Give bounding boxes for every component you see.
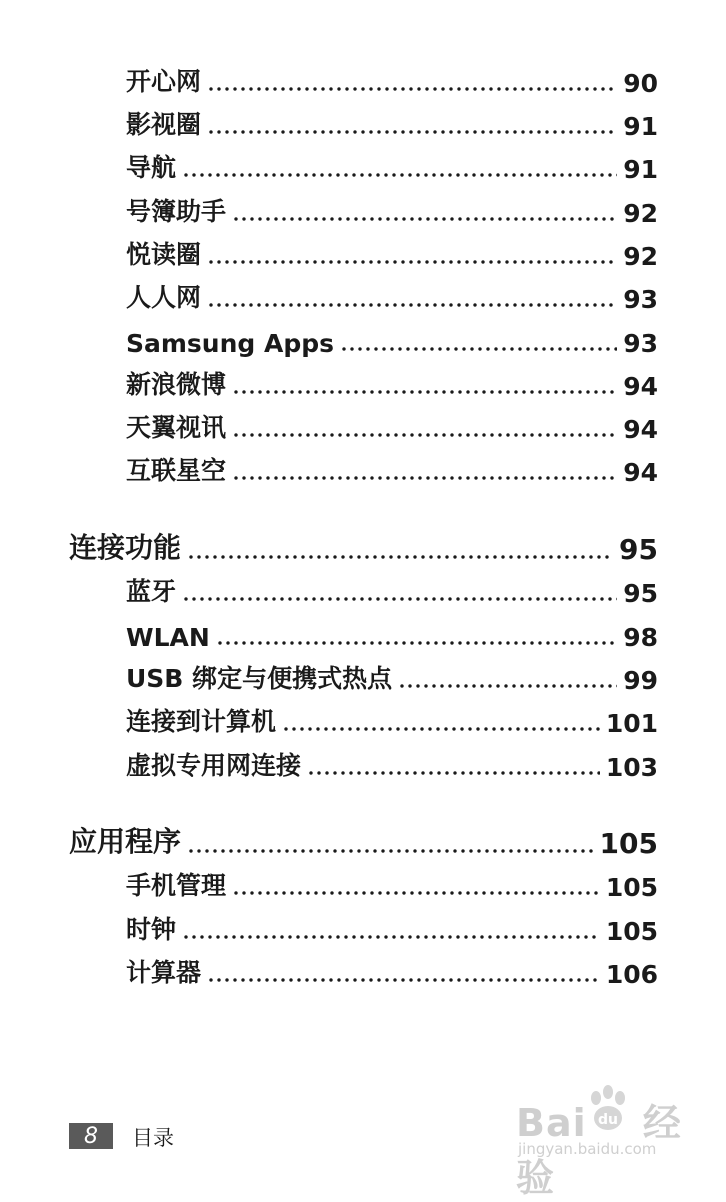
toc-entry[interactable]: [126, 64, 658, 98]
watermark-logo-text: Bai 经验: [516, 1101, 682, 1200]
dot-leader: [182, 597, 617, 601]
toc-entry-page: 93: [623, 329, 658, 358]
toc-entry-title: 号簿助手: [126, 197, 227, 226]
footer-label: 目录: [132, 1126, 174, 1150]
toc-entry[interactable]: [126, 410, 658, 444]
dot-leader: [282, 727, 600, 731]
toc-section-heading[interactable]: [69, 820, 658, 860]
dot-leader: [232, 433, 617, 437]
toc-section-title: 应用程序: [69, 825, 182, 858]
toc-entry[interactable]: [126, 574, 658, 608]
toc-entry-page: 92: [623, 242, 658, 271]
paw-icon: [586, 1084, 632, 1136]
toc-entry-title: 影视圈: [126, 110, 202, 139]
toc-entry-page: 94: [623, 458, 658, 487]
toc-entry-page: 92: [623, 199, 658, 228]
toc-entry-page: 99: [623, 666, 658, 695]
dot-leader: [307, 771, 600, 775]
toc-entry-title: 人人网: [126, 283, 202, 312]
toc-entry[interactable]: [126, 237, 658, 271]
toc-entry[interactable]: [126, 324, 658, 358]
toc-entry[interactable]: [126, 955, 658, 989]
toc-entry-title: 虚拟专用网连接: [126, 751, 302, 780]
toc-entry-page: 94: [623, 372, 658, 401]
toc-entry-page: 94: [623, 415, 658, 444]
dot-leader: [207, 303, 617, 307]
toc-entry-title: 天翼视讯: [126, 413, 227, 442]
toc-entry-page: 105: [605, 873, 658, 902]
dot-leader: [232, 891, 600, 895]
dot-leader: [207, 260, 617, 264]
toc-entry[interactable]: [126, 367, 658, 401]
baidu-watermark: [516, 1084, 706, 1200]
toc-entry-title: 新浪微博: [126, 370, 227, 399]
dot-leader: [398, 684, 617, 688]
toc-section-title: 连接功能: [69, 531, 182, 564]
toc-entry-title: 开心网: [126, 67, 202, 96]
toc-entry-title: USB 绑定与便携式热点: [126, 664, 393, 693]
toc-entry[interactable]: [126, 912, 658, 946]
toc-entry-page: 103: [605, 753, 658, 782]
toc-entry-title: 导航: [126, 153, 177, 182]
toc-entry-title: 蓝牙: [126, 577, 177, 606]
toc-entry[interactable]: [126, 107, 658, 141]
toc-entry[interactable]: [126, 748, 658, 782]
toc-entry-title: 互联星空: [126, 456, 227, 485]
toc-section-page: 105: [599, 827, 658, 860]
dot-leader: [182, 173, 617, 177]
dot-leader: [182, 935, 600, 939]
toc-entry-page: 91: [623, 155, 658, 184]
dot-leader: [216, 641, 617, 645]
dot-leader: [187, 555, 613, 559]
toc-section-heading[interactable]: [69, 526, 658, 566]
dot-leader: [232, 476, 617, 480]
toc-entry-page: 93: [623, 285, 658, 314]
toc-section-page: 95: [619, 533, 658, 566]
dot-leader: [207, 87, 617, 91]
toc-entry-page: 90: [623, 69, 658, 98]
toc-entry[interactable]: [126, 661, 658, 695]
dot-leader: [187, 849, 594, 853]
toc-entry-title: 时钟: [126, 915, 177, 944]
watermark-url: jingyan.baidu.com: [518, 1140, 657, 1158]
toc-entry-page: 101: [605, 709, 658, 738]
toc-entry-title: 手机管理: [126, 871, 227, 900]
toc-entry-page: 106: [605, 960, 658, 989]
toc-entry-page: 95: [623, 579, 658, 608]
toc-entry-title: 计算器: [126, 958, 202, 987]
toc-entry-page: 98: [623, 623, 658, 652]
toc-entry-title: Samsung Apps: [126, 329, 335, 358]
toc-entry-title: 连接到计算机: [126, 707, 277, 736]
toc-entry-page: 105: [605, 917, 658, 946]
svg-text:du: du: [598, 1112, 618, 1128]
toc-entry[interactable]: [126, 704, 658, 738]
dot-leader: [207, 978, 600, 982]
toc-entry[interactable]: [126, 618, 658, 652]
footer-page-number: 8: [69, 1123, 113, 1149]
toc-entry[interactable]: [126, 194, 658, 228]
toc-entry[interactable]: [126, 453, 658, 487]
dot-leader: [340, 347, 617, 351]
toc-entry-title: 悦读圈: [126, 240, 202, 269]
toc-entry[interactable]: [126, 280, 658, 314]
dot-leader: [207, 130, 617, 134]
dot-leader: [232, 217, 617, 221]
toc-entry[interactable]: [126, 150, 658, 184]
toc-entry-page: 91: [623, 112, 658, 141]
toc-entry-title: WLAN: [126, 623, 210, 652]
dot-leader: [232, 390, 617, 394]
toc-entry[interactable]: [126, 868, 658, 902]
